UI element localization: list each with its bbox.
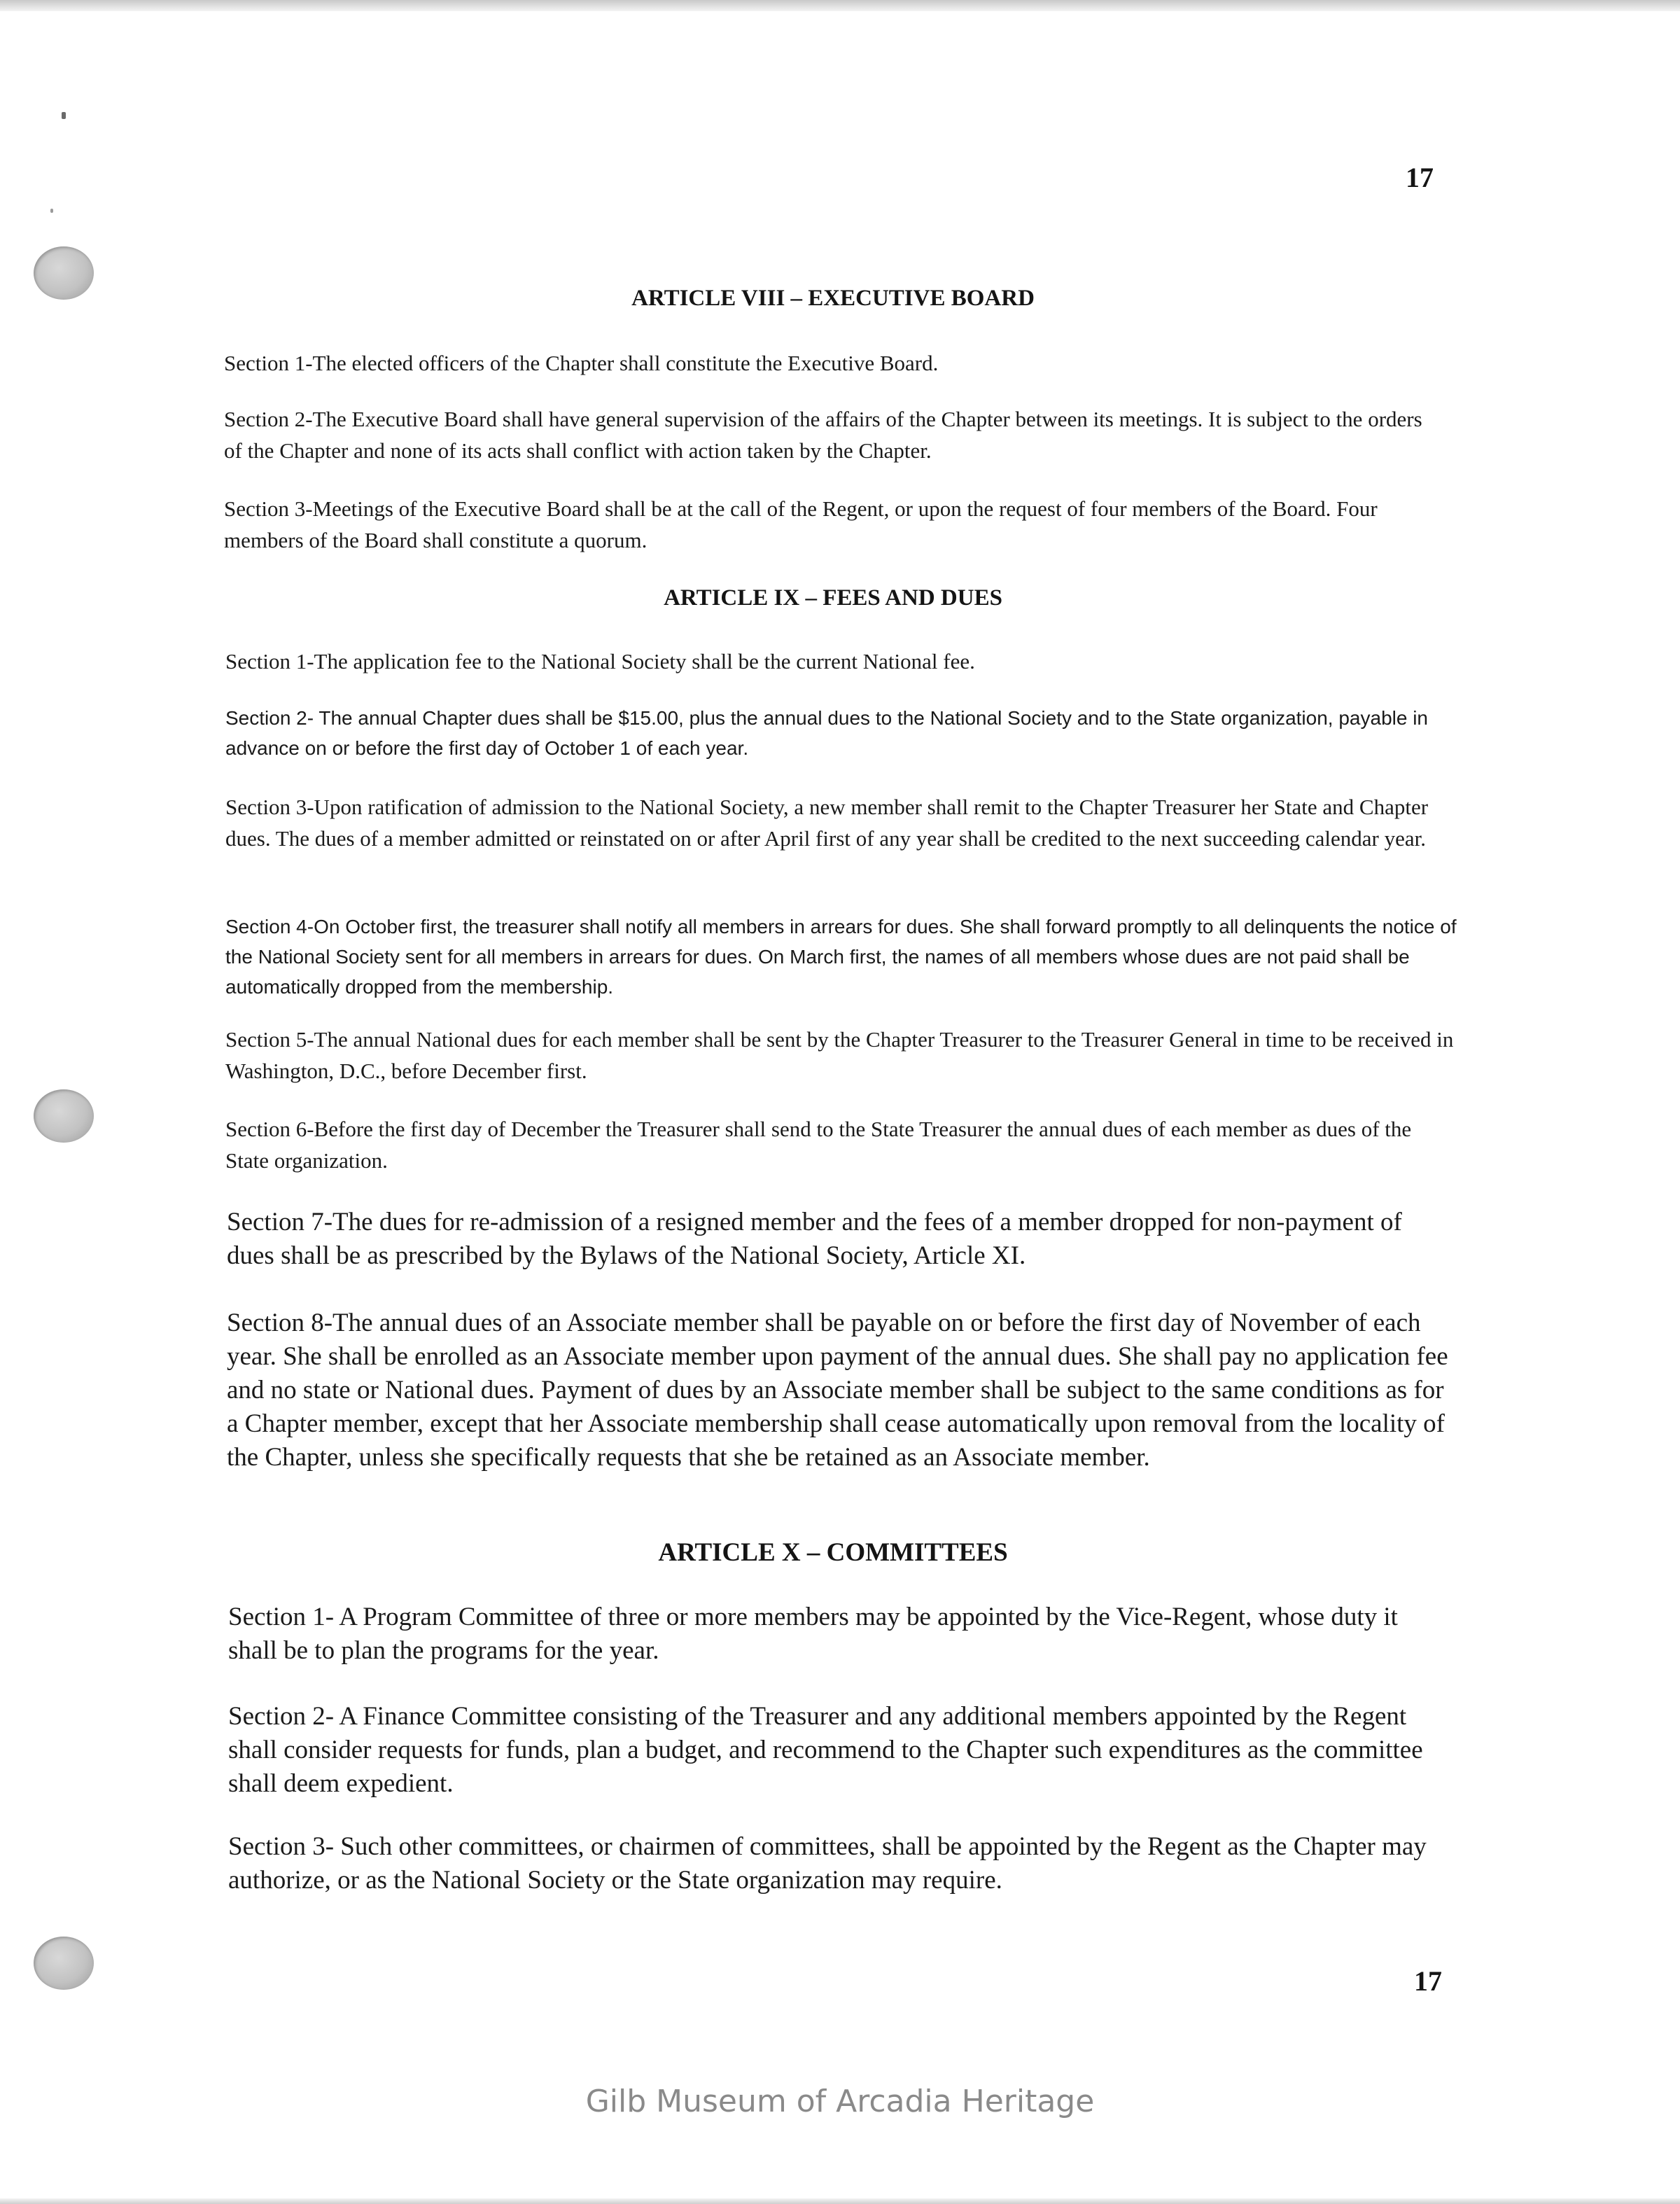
punch-hole-middle [34, 1089, 94, 1143]
page-number-top: 17 [1406, 162, 1434, 193]
article-ix-section-4: Section 4-On October first, the treasurer shall notify all members in arrears for dues. She shall forward promptly to all delinquents the notice of the National Society sent for all members in arrears for dues. On March first, the names of all members whose dues are not paid shall be automatically dropped from the membership. [225, 916, 1457, 998]
article-x-section-2: Section 2- A Finance Committee consisting of the Treasurer and any additional members appointed by the Regent shall consider requests for funds, plan a budget, and recommend to the Chapter such expenditures as the committee shall deem expedient. [228, 1702, 1423, 1798]
scan-mark [62, 112, 66, 119]
article-viii-section-2: Section 2-The Executive Board shall have general supervision of the affairs of the Chapter between its meetings. It is subject to the orders of the Chapter and none of its acts shall conflict with action taken by the Chapter. [224, 407, 1422, 463]
page-number-bottom: 17 [1414, 1965, 1442, 1997]
article-ix-section-3: Section 3-Upon ratification of admission to the National Society, a new member shall remit to the Chapter Treasurer her State and Chapter dues. The dues of a member admitted or reinstated on or after April first of any year shall be credited to the next succeeding calendar year. [225, 795, 1429, 851]
article-viii-section-3: Section 3-Meetings of the Executive Board shall be at the call of the Regent, or upon the request of four members of the Board. Four members of the Board shall constitute a quorum. [224, 496, 1378, 552]
article-x-title: ARTICLE X – COMMITTEES [658, 1538, 1008, 1567]
scan-mark [50, 209, 53, 213]
article-ix-section-7: Section 7-The dues for re-admission of a resigned member and the fees of a member dropped for non-payment of dues shall be as prescribed by the Bylaws of the National Society, Article XI. [227, 1208, 1402, 1270]
scan-top-edge [0, 0, 1680, 11]
article-ix-title: ARTICLE IX – FEES AND DUES [664, 585, 1002, 611]
article-ix-section-5: Section 5-The annual National dues for each member shall be sent by the Chapter Treasurer to the Treasurer General in time to be received in Washington, D.C., before December first. [225, 1027, 1454, 1083]
article-ix-section-6: Section 6-Before the first day of December the Treasurer shall send to the State Treasurer the annual dues of each member as dues of the State organization. [225, 1117, 1412, 1173]
article-viii-section-1: Section 1-The elected officers of the Chapter shall constitute the Executive Board. [224, 351, 939, 375]
article-x-section-1: Section 1- A Program Committee of three or more members may be appointed by the Vice-Regent, whose duty it shall be to plan the programs for the year. [228, 1603, 1398, 1665]
footer-watermark: Gilb Museum of Arcadia Heritage [585, 2084, 1095, 2119]
article-x-section-3: Section 3- Such other committees, or chairmen of committees, shall be appointed by the Regent as the Chapter may authorize, or as the National Society or the State organization may require. [228, 1832, 1427, 1895]
article-ix-section-8: Section 8-The annual dues of an Associate member shall be payable on or before the first day of November of each year. She shall be enrolled as an Associate member upon payment of the annual dues. She shall pay no application fee and no state or National dues. Payment of dues by an Associate member shall be subject to the same conditions as for a Chapter member, except that her Associate membership shall cease automatically upon removal from the locality of the Chapter, unless she specifically requests that she be retained as an Associate member. [227, 1309, 1448, 1472]
article-viii-title: ARTICLE VIII – EXECUTIVE BOARD [631, 286, 1035, 311]
article-ix-section-2: Section 2- The annual Chapter dues shall be $15.00, plus the annual dues to the National Society and to the State organization, payable in advance on or before the first day of October 1 of each year. [225, 707, 1429, 759]
scan-bottom-edge [0, 2198, 1680, 2204]
punch-hole-bottom [34, 1937, 94, 1990]
punch-hole-top [34, 246, 94, 300]
article-ix-section-1: Section 1-The application fee to the National Society shall be the current National fee. [225, 649, 975, 674]
